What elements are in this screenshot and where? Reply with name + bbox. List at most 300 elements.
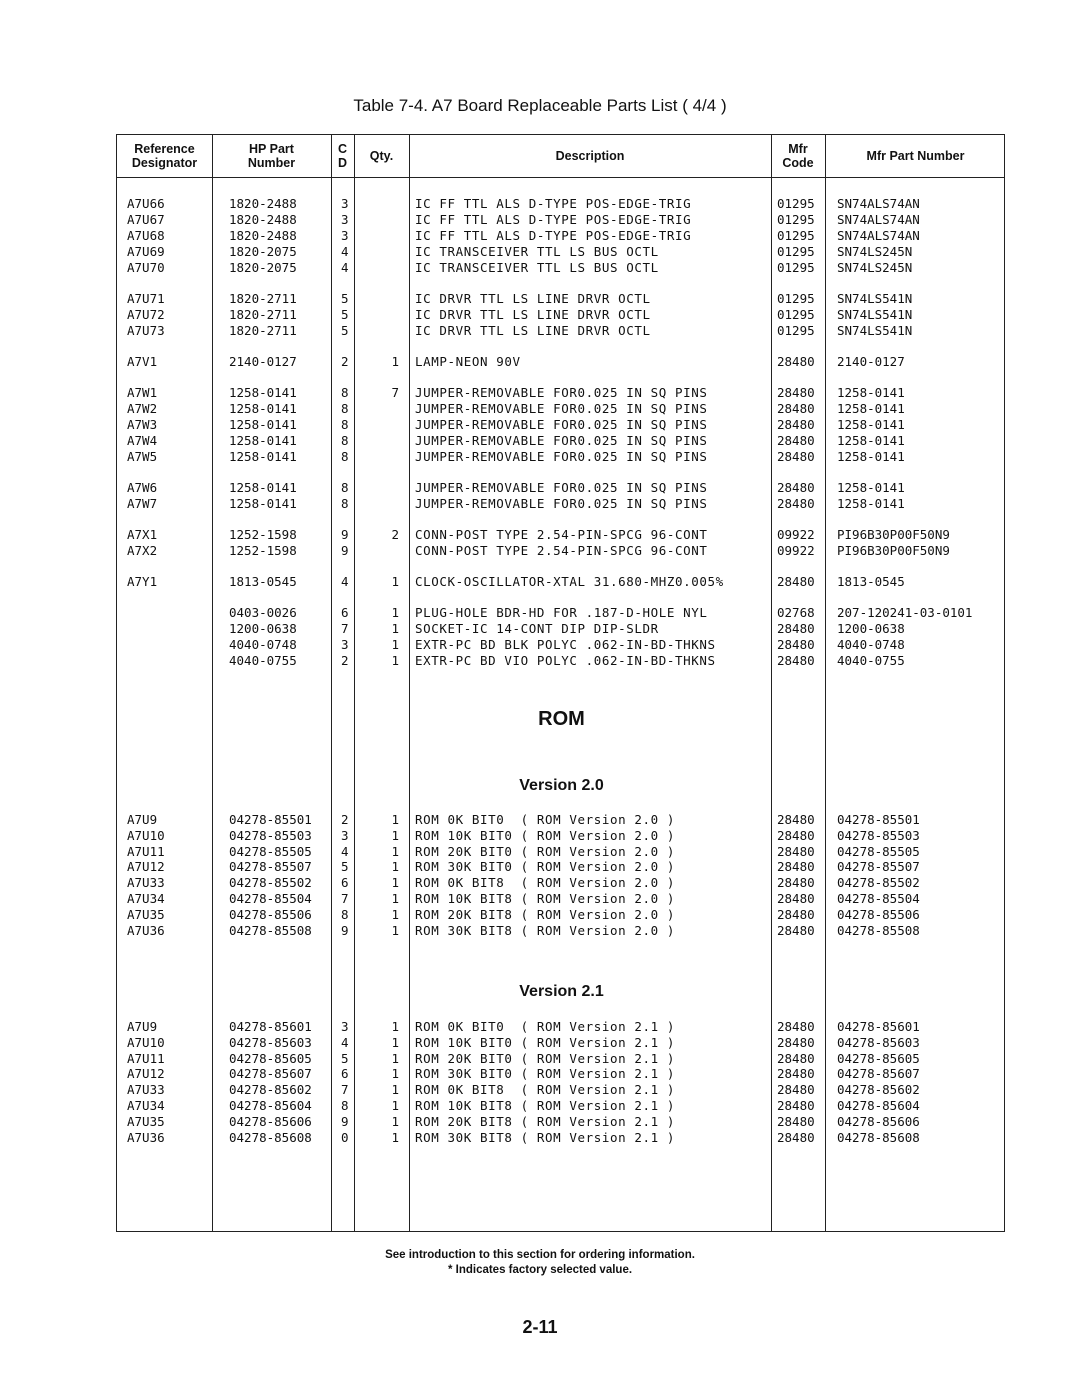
cell-hp: 1258-0141: [229, 480, 297, 495]
cell-qty: 1: [391, 1051, 399, 1066]
cell-hp: 04278-85602: [229, 1082, 312, 1097]
cell-qty: 1: [391, 1114, 399, 1129]
cell-mpn: 1258-0141: [837, 433, 905, 448]
table-row: [117, 212, 1006, 228]
cell-hp: 1258-0141: [229, 433, 297, 448]
cell-mpn: 1258-0141: [837, 401, 905, 416]
cell-mfr: 28480: [777, 480, 815, 495]
cell-mpn: 4040-0748: [837, 637, 905, 652]
cell-cd: 8: [341, 401, 349, 416]
cell-desc: EXTR-PC BD VIO POLYC .062-IN-BD-THKNS: [415, 653, 716, 668]
cell-cd: 7: [341, 891, 349, 906]
cell-mpn: 04278-85607: [837, 1066, 920, 1081]
cell-mpn: 04278-85605: [837, 1051, 920, 1066]
cell-mfr: 28480: [777, 1114, 815, 1129]
cell-cd: 4: [341, 574, 349, 589]
cell-mpn: 04278-85507: [837, 859, 920, 874]
cell-qty: 1: [391, 812, 399, 827]
cell-mfr: 28480: [777, 496, 815, 511]
cell-desc: LAMP-NEON 90V: [415, 354, 521, 369]
header-mfr-code: Mfr Code: [782, 142, 814, 170]
cell-desc: JUMPER-REMOVABLE FOR0.025 IN SQ PINS: [415, 496, 708, 511]
cell-qty: 1: [391, 844, 399, 859]
cell-desc: IC DRVR TTL LS LINE DRVR OCTL: [415, 291, 651, 306]
cell-mpn: SN74LS541N: [837, 307, 913, 322]
cell-cd: 2: [341, 354, 349, 369]
cell-cd: 6: [341, 875, 349, 890]
cell-mpn: SN74LS245N: [837, 244, 913, 259]
table-title: Table 7-4. A7 Board Replaceable Parts List ( 4/4 ): [353, 96, 727, 115]
cell-hp: 0403-0026: [229, 605, 297, 620]
cell-cd: 3: [341, 196, 349, 211]
cell-cd: 8: [341, 449, 349, 464]
cell-hp: 04278-85505: [229, 844, 312, 859]
cell-desc: IC TRANSCEIVER TTL LS BUS OCTL: [415, 260, 659, 275]
cell-mfr: 09922: [777, 543, 815, 558]
cell-qty: 1: [391, 1019, 399, 1034]
cell-hp: 1813-0545: [229, 574, 297, 589]
cell-desc: EXTR-PC BD BLK POLYC .062-IN-BD-THKNS: [415, 637, 716, 652]
cell-cd: 4: [341, 844, 349, 859]
cell-hp: 4040-0755: [229, 653, 297, 668]
table-row: [117, 401, 1006, 417]
cell-hp: 1258-0141: [229, 401, 297, 416]
table-row: [117, 1051, 1006, 1067]
cell-mpn: 207-120241-03-0101: [837, 605, 973, 620]
cell-desc: JUMPER-REMOVABLE FOR0.025 IN SQ PINS: [415, 401, 708, 416]
table-row: [117, 891, 1006, 907]
cell-mfr: 28480: [777, 875, 815, 890]
cell-hp: 2140-0127: [229, 354, 297, 369]
table-row: [117, 1035, 1006, 1051]
cell-mfr: 28480: [777, 653, 815, 668]
cell-ref: A7W3: [127, 417, 158, 432]
cell-hp: 04278-85605: [229, 1051, 312, 1066]
cell-cd: 3: [341, 212, 349, 227]
parts-table: [116, 134, 1005, 1232]
cell-ref: A7U69: [127, 244, 165, 259]
table-row: [117, 260, 1006, 276]
cell-ref: A7U12: [127, 1066, 165, 1081]
table-row: [117, 907, 1006, 923]
cell-ref: A7U10: [127, 828, 165, 843]
cell-qty: 1: [391, 1082, 399, 1097]
cell-cd: 5: [341, 307, 349, 322]
cell-hp: 04278-85506: [229, 907, 312, 922]
cell-ref: A7U36: [127, 923, 165, 938]
section-rom-heading: ROM: [538, 708, 585, 730]
cell-mfr: 28480: [777, 637, 815, 652]
cell-mfr: 01295: [777, 260, 815, 275]
table-row: [117, 605, 1006, 621]
cell-mfr: 28480: [777, 621, 815, 636]
cell-hp: 1820-2488: [229, 228, 297, 243]
table-row: [117, 527, 1006, 543]
cell-cd: 8: [341, 385, 349, 400]
cell-hp: 04278-85608: [229, 1130, 312, 1145]
cell-qty: 1: [391, 621, 399, 636]
table-row: [117, 637, 1006, 653]
table-row: [117, 1114, 1006, 1130]
cell-desc: ROM 10K BIT8 ( ROM Version 2.1 ): [415, 1098, 676, 1113]
cell-mfr: 01295: [777, 323, 815, 338]
cell-qty: 1: [391, 653, 399, 668]
cell-desc: ROM 10K BIT8 ( ROM Version 2.0 ): [415, 891, 676, 906]
cell-desc: ROM 20K BIT0 ( ROM Version 2.1 ): [415, 1051, 676, 1066]
cell-mfr: 01295: [777, 291, 815, 306]
cell-desc: IC FF TTL ALS D-TYPE POS-EDGE-TRIG: [415, 228, 692, 243]
section-version-2-0-heading: Version 2.0: [519, 777, 604, 794]
cell-cd: 5: [341, 1051, 349, 1066]
cell-qty: 1: [391, 574, 399, 589]
cell-cd: 3: [341, 1019, 349, 1034]
cell-hp: 04278-85607: [229, 1066, 312, 1081]
cell-hp: 04278-85503: [229, 828, 312, 843]
cell-ref: A7U36: [127, 1130, 165, 1145]
table-row: [117, 354, 1006, 370]
header-hp-part-number: HP Part Number: [247, 142, 296, 170]
cell-mpn: PI96B30P00F50N9: [837, 527, 950, 542]
cell-mfr: 28480: [777, 385, 815, 400]
cell-hp: 1258-0141: [229, 496, 297, 511]
cell-mfr: 28480: [777, 574, 815, 589]
cell-mfr: 28480: [777, 907, 815, 922]
table-row: [117, 574, 1006, 590]
cell-cd: 8: [341, 480, 349, 495]
page-number: 2-11: [522, 1317, 558, 1337]
cell-mfr: 28480: [777, 354, 815, 369]
cell-cd: 8: [341, 496, 349, 511]
cell-cd: 5: [341, 323, 349, 338]
cell-mfr: 28480: [777, 1082, 815, 1097]
table-row: [117, 543, 1006, 559]
cell-cd: 5: [341, 859, 349, 874]
cell-mfr: 28480: [777, 891, 815, 906]
cell-mpn: 04278-85601: [837, 1019, 920, 1034]
cell-hp: 04278-85501: [229, 812, 312, 827]
cell-mpn: 04278-85606: [837, 1114, 920, 1129]
cell-ref: A7U34: [127, 891, 165, 906]
cell-qty: 1: [391, 1130, 399, 1145]
cell-hp: 1252-1598: [229, 543, 297, 558]
header-mfr-part-number: Mfr Part Number: [866, 149, 965, 163]
cell-qty: 1: [391, 605, 399, 620]
cell-cd: 8: [341, 433, 349, 448]
cell-cd: 8: [341, 417, 349, 432]
cell-mpn: 1258-0141: [837, 385, 905, 400]
cell-desc: IC DRVR TTL LS LINE DRVR OCTL: [415, 323, 651, 338]
cell-qty: 7: [391, 385, 399, 400]
table-row: [117, 228, 1006, 244]
cell-cd: 8: [341, 1098, 349, 1113]
cell-mfr: 01295: [777, 196, 815, 211]
table-row: [117, 1066, 1006, 1082]
cell-desc: ROM 30K BIT8 ( ROM Version 2.0 ): [415, 923, 676, 938]
cell-ref: A7U11: [127, 1051, 165, 1066]
table-row: [117, 1082, 1006, 1098]
cell-ref: A7W1: [127, 385, 158, 400]
cell-hp: 04278-85507: [229, 859, 312, 874]
cell-mfr: 28480: [777, 1051, 815, 1066]
cell-desc: IC TRANSCEIVER TTL LS BUS OCTL: [415, 244, 659, 259]
cell-mpn: 1258-0141: [837, 480, 905, 495]
table-row: [117, 812, 1006, 828]
cell-mpn: SN74LS541N: [837, 323, 913, 338]
cell-mfr: 01295: [777, 212, 815, 227]
cell-desc: ROM 30K BIT8 ( ROM Version 2.1 ): [415, 1130, 676, 1145]
table-row: [117, 1130, 1006, 1146]
table-row: [117, 844, 1006, 860]
cell-qty: 1: [391, 354, 399, 369]
cell-hp: 04278-85606: [229, 1114, 312, 1129]
header-divider: [117, 177, 1004, 178]
cell-cd: 9: [341, 527, 349, 542]
cell-hp: 1820-2488: [229, 212, 297, 227]
cell-ref: A7W7: [127, 496, 158, 511]
cell-cd: 6: [341, 1066, 349, 1081]
cell-cd: 6: [341, 605, 349, 620]
cell-hp: 04278-85502: [229, 875, 312, 890]
cell-mfr: 28480: [777, 859, 815, 874]
cell-cd: 7: [341, 621, 349, 636]
table-row: [117, 307, 1006, 323]
cell-hp: 1820-2711: [229, 323, 297, 338]
cell-desc: ROM 30K BIT0 ( ROM Version 2.0 ): [415, 859, 676, 874]
cell-hp: 1820-2075: [229, 244, 297, 259]
cell-mfr: 01295: [777, 228, 815, 243]
cell-cd: 4: [341, 244, 349, 259]
cell-desc: JUMPER-REMOVABLE FOR0.025 IN SQ PINS: [415, 417, 708, 432]
cell-ref: A7W5: [127, 449, 158, 464]
cell-mpn: PI96B30P00F50N9: [837, 543, 950, 558]
table-row: [117, 433, 1006, 449]
table-row: [117, 417, 1006, 433]
table-row: [117, 653, 1006, 669]
cell-desc: ROM 30K BIT0 ( ROM Version 2.1 ): [415, 1066, 676, 1081]
cell-mpn: 04278-85608: [837, 1130, 920, 1145]
cell-qty: 1: [391, 875, 399, 890]
cell-mpn: SN74ALS74AN: [837, 212, 920, 227]
cell-qty: 2: [391, 527, 399, 542]
cell-desc: CLOCK-OSCILLATOR-XTAL 31.680-MHZ0.005%: [415, 574, 724, 589]
cell-mfr: 28480: [777, 417, 815, 432]
table-row: [117, 875, 1006, 891]
table-row: [117, 828, 1006, 844]
section-version-2-1-heading: Version 2.1: [519, 983, 604, 1000]
cell-hp: 04278-85601: [229, 1019, 312, 1034]
cell-cd: 2: [341, 653, 349, 668]
cell-desc: ROM 0K BIT0 ( ROM Version 2.0 ): [415, 812, 676, 827]
cell-cd: 0: [341, 1130, 349, 1145]
cell-mfr: 28480: [777, 433, 815, 448]
cell-cd: 3: [341, 828, 349, 843]
cell-mfr: 28480: [777, 1130, 815, 1145]
cell-qty: 1: [391, 923, 399, 938]
cell-ref: A7U10: [127, 1035, 165, 1050]
cell-cd: 4: [341, 260, 349, 275]
cell-cd: 3: [341, 637, 349, 652]
cell-desc: ROM 20K BIT0 ( ROM Version 2.0 ): [415, 844, 676, 859]
cell-mfr: 28480: [777, 923, 815, 938]
cell-desc: IC FF TTL ALS D-TYPE POS-EDGE-TRIG: [415, 196, 692, 211]
cell-hp: 4040-0748: [229, 637, 297, 652]
cell-desc: JUMPER-REMOVABLE FOR0.025 IN SQ PINS: [415, 385, 708, 400]
cell-qty: 1: [391, 828, 399, 843]
cell-mpn: 04278-85604: [837, 1098, 920, 1113]
cell-ref: A7U12: [127, 859, 165, 874]
cell-cd: 9: [341, 923, 349, 938]
cell-hp: 04278-85603: [229, 1035, 312, 1050]
cell-ref: A7U71: [127, 291, 165, 306]
table-row: [117, 449, 1006, 465]
table-row: [117, 385, 1006, 401]
cell-mpn: 04278-85502: [837, 875, 920, 890]
cell-mfr: 28480: [777, 1019, 815, 1034]
cell-cd: 5: [341, 291, 349, 306]
cell-mfr: 28480: [777, 812, 815, 827]
cell-mfr: 28480: [777, 828, 815, 843]
cell-mpn: 1258-0141: [837, 417, 905, 432]
cell-cd: 8: [341, 907, 349, 922]
cell-ref: A7U68: [127, 228, 165, 243]
cell-ref: A7W6: [127, 480, 158, 495]
cell-ref: A7W4: [127, 433, 158, 448]
cell-ref: A7U35: [127, 1114, 165, 1129]
cell-desc: ROM 0K BIT8 ( ROM Version 2.1 ): [415, 1082, 676, 1097]
table-row: [117, 923, 1006, 939]
cell-qty: 1: [391, 1035, 399, 1050]
cell-ref: A7X2: [127, 543, 158, 558]
cell-desc: ROM 10K BIT0 ( ROM Version 2.0 ): [415, 828, 676, 843]
table-row: [117, 291, 1006, 307]
cell-cd: 2: [341, 812, 349, 827]
cell-cd: 3: [341, 228, 349, 243]
cell-desc: SOCKET-IC 14-CONT DIP DIP-SLDR: [415, 621, 659, 636]
cell-mpn: SN74LS541N: [837, 291, 913, 306]
cell-mpn: 04278-85508: [837, 923, 920, 938]
cell-mpn: 04278-85503: [837, 828, 920, 843]
cell-mfr: 09922: [777, 527, 815, 542]
cell-ref: A7U72: [127, 307, 165, 322]
cell-desc: ROM 20K BIT8 ( ROM Version 2.1 ): [415, 1114, 676, 1129]
cell-ref: A7U9: [127, 812, 158, 827]
cell-mpn: 04278-85602: [837, 1082, 920, 1097]
cell-desc: CONN-POST TYPE 2.54-PIN-SPCG 96-CONT: [415, 527, 708, 542]
cell-ref: A7U11: [127, 844, 165, 859]
cell-qty: 1: [391, 891, 399, 906]
cell-hp: 1200-0638: [229, 621, 297, 636]
cell-mpn: 04278-85506: [837, 907, 920, 922]
cell-desc: IC FF TTL ALS D-TYPE POS-EDGE-TRIG: [415, 212, 692, 227]
cell-ref: A7U34: [127, 1098, 165, 1113]
cell-cd: 9: [341, 543, 349, 558]
cell-qty: 1: [391, 637, 399, 652]
cell-mfr: 01295: [777, 244, 815, 259]
cell-mfr: 28480: [777, 1035, 815, 1050]
table-row: [117, 480, 1006, 496]
cell-qty: 1: [391, 859, 399, 874]
cell-mpn: 04278-85505: [837, 844, 920, 859]
cell-mpn: 1200-0638: [837, 621, 905, 636]
cell-mfr: 28480: [777, 844, 815, 859]
cell-ref: A7X1: [127, 527, 158, 542]
table-row: [117, 323, 1006, 339]
table-row: [117, 196, 1006, 212]
cell-mfr: 28480: [777, 401, 815, 416]
cell-hp: 1258-0141: [229, 417, 297, 432]
cell-hp: 1820-2711: [229, 291, 297, 306]
cell-qty: 1: [391, 907, 399, 922]
cell-mpn: 1258-0141: [837, 449, 905, 464]
cell-desc: JUMPER-REMOVABLE FOR0.025 IN SQ PINS: [415, 449, 708, 464]
header-qty: Qty.: [369, 149, 394, 163]
cell-mfr: 28480: [777, 449, 815, 464]
header-description: Description: [555, 149, 625, 163]
table-row: [117, 1098, 1006, 1114]
cell-desc: CONN-POST TYPE 2.54-PIN-SPCG 96-CONT: [415, 543, 708, 558]
footer-factory-note: * Indicates factory selected value.: [447, 1264, 633, 1276]
cell-ref: A7U33: [127, 1082, 165, 1097]
cell-cd: 9: [341, 1114, 349, 1129]
cell-mfr: 02768: [777, 605, 815, 620]
cell-hp: 04278-85504: [229, 891, 312, 906]
cell-hp: 04278-85508: [229, 923, 312, 938]
cell-mpn: 04278-85504: [837, 891, 920, 906]
footer-ordering-note: See introduction to this section for ordering information.: [385, 1249, 695, 1261]
cell-mfr: 28480: [777, 1098, 815, 1113]
table-row: [117, 496, 1006, 512]
cell-ref: A7U33: [127, 875, 165, 890]
cell-ref: A7U70: [127, 260, 165, 275]
table-row: [117, 1019, 1006, 1035]
cell-mpn: SN74ALS74AN: [837, 196, 920, 211]
cell-qty: 1: [391, 1098, 399, 1113]
cell-desc: IC DRVR TTL LS LINE DRVR OCTL: [415, 307, 651, 322]
cell-ref: A7V1: [127, 354, 158, 369]
cell-ref: A7U66: [127, 196, 165, 211]
cell-desc: ROM 0K BIT8 ( ROM Version 2.0 ): [415, 875, 676, 890]
cell-mpn: 2140-0127: [837, 354, 905, 369]
cell-mfr: 01295: [777, 307, 815, 322]
cell-mfr: 28480: [777, 1066, 815, 1081]
cell-desc: ROM 10K BIT0 ( ROM Version 2.1 ): [415, 1035, 676, 1050]
cell-mpn: 4040-0755: [837, 653, 905, 668]
cell-hp: 04278-85604: [229, 1098, 312, 1113]
table-row: [117, 621, 1006, 637]
cell-ref: A7Y1: [127, 574, 158, 589]
cell-desc: PLUG-HOLE BDR-HD FOR .187-D-HOLE NYL: [415, 605, 708, 620]
header-check-digit: C D: [337, 142, 348, 170]
cell-mpn: 04278-85501: [837, 812, 920, 827]
table-row: [117, 244, 1006, 260]
cell-desc: ROM 20K BIT8 ( ROM Version 2.0 ): [415, 907, 676, 922]
cell-ref: A7W2: [127, 401, 158, 416]
cell-desc: JUMPER-REMOVABLE FOR0.025 IN SQ PINS: [415, 480, 708, 495]
table-row: [117, 859, 1006, 875]
cell-ref: A7U67: [127, 212, 165, 227]
cell-ref: A7U35: [127, 907, 165, 922]
cell-ref: A7U9: [127, 1019, 158, 1034]
cell-mpn: 1813-0545: [837, 574, 905, 589]
cell-cd: 4: [341, 1035, 349, 1050]
cell-cd: 7: [341, 1082, 349, 1097]
cell-mpn: SN74LS245N: [837, 260, 913, 275]
cell-hp: 1820-2711: [229, 307, 297, 322]
cell-mpn: SN74ALS74AN: [837, 228, 920, 243]
cell-hp: 1258-0141: [229, 385, 297, 400]
header-reference-designator: Reference Designator: [131, 142, 198, 170]
cell-mpn: 04278-85603: [837, 1035, 920, 1050]
